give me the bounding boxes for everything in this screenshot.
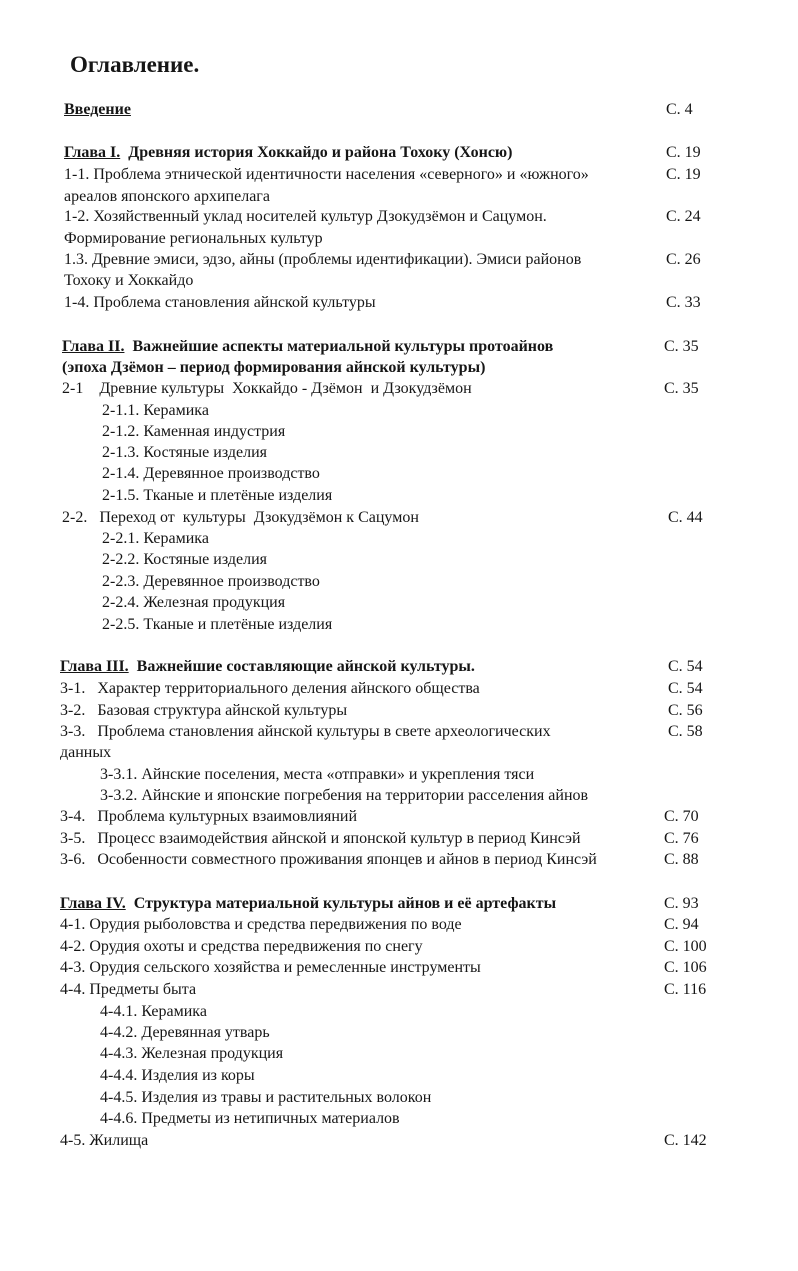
chapter-3-title: Важнейшие составляющие айнской культуры. — [136, 658, 475, 675]
chapter-1-page: С. 19 — [666, 144, 701, 161]
section-4-4-5: 4-4.5. Изделия из травы и растительных волокон — [100, 1089, 432, 1106]
chapter-1-label: Глава I. — [64, 144, 121, 161]
section-2-1-4: 2-1.4. Деревянное производство — [102, 465, 320, 482]
chapter-4-page: С. 93 — [664, 895, 699, 912]
section-2-2-3: 2-2.3. Деревянное производство — [102, 573, 320, 590]
chapter-3-label: Глава III. — [60, 658, 129, 675]
page-title: Оглавление. — [70, 52, 200, 77]
section-3-4: 3-4. Проблема культурных взаимовлияний — [60, 808, 358, 825]
section-3-2: 3-2. Базовая структура айнской культуры — [60, 702, 348, 719]
section-3-1: 3-1. Характер территориального деления айнского общества — [60, 680, 480, 697]
section-4-2: 4-2. Орудия охоты и средства передвижения по снегу — [60, 938, 423, 955]
section-1-1-line-2: ареалов японского архипелага — [64, 188, 270, 205]
section-3-6: 3-6. Особенности совместного проживания японцев и айнов в период Кинсэй — [60, 851, 597, 868]
section-4-3-page: С. 106 — [664, 959, 707, 976]
section-4-4-4: 4-4.4. Изделия из коры — [100, 1067, 255, 1084]
section-1-2-line-2: Формирование региональных культур — [64, 230, 323, 247]
section-2-2-5: 2-2.5. Тканые и плетёные изделия — [102, 616, 333, 633]
section-1-2-line-1: 1-2. Хозяйственный уклад носителей культур Дзокудзёмон и Сацумон. — [64, 208, 547, 225]
section-3-6-page: С. 88 — [664, 851, 699, 868]
section-3-5: 3-5. Процесс взаимодействия айнской и японской культур в период Кинсэй — [60, 830, 581, 847]
toc-intro-page: С. 4 — [666, 101, 693, 118]
chapter-2-heading — [62, 336, 553, 358]
section-4-5-page: С. 142 — [664, 1132, 707, 1149]
section-2-1-3: 2-1.3. Костяные изделия — [102, 444, 267, 461]
chapter-3-page: С. 54 — [668, 658, 703, 675]
section-1-1-page: С. 19 — [666, 166, 701, 183]
section-2-1: 2-1 Древние культуры Хоккайдо - Дзёмон и Дзокудзёмон — [62, 380, 472, 397]
chapter-4-heading — [60, 893, 556, 915]
section-2-1-2: 2-1.2. Каменная индустрия — [102, 423, 286, 440]
section-4-1: 4-1. Орудия рыболовства и средства передвижения по воде — [60, 916, 462, 933]
section-2-1-1: 2-1.1. Керамика — [102, 402, 209, 419]
section-4-4-page: С. 116 — [664, 981, 707, 998]
chapter-2-title-line-2: (эпоха Дзёмон – период формирования айнской культуры) — [62, 359, 486, 376]
section-2-1-5: 2-1.5. Тканые и плетёные изделия — [102, 487, 333, 504]
section-3-3-line-2: данных — [60, 744, 112, 761]
chapter-4-title: Структура материальной культуры айнов и её артефакты — [133, 895, 557, 912]
section-4-2-page: С. 100 — [664, 938, 707, 955]
section-2-1-page: С. 35 — [664, 380, 699, 397]
section-4-4-6: 4-4.6. Предметы из нетипичных материалов — [100, 1110, 400, 1127]
section-3-4-page: С. 70 — [664, 808, 699, 825]
section-1-3-page: С. 26 — [666, 251, 701, 268]
chapter-1-heading — [64, 142, 512, 164]
toc-intro: Введение — [64, 101, 131, 118]
section-2-2-1: 2-2.1. Керамика — [102, 530, 209, 547]
chapter-2-page: С. 35 — [664, 338, 699, 355]
section-2-2: 2-2. Переход от культуры Дзокудзёмон к Сацумон — [62, 509, 419, 526]
section-3-3-1: 3-3.1. Айнские поселения, места «отправки» и укрепления тяси — [100, 766, 535, 783]
chapter-1-title: Древняя история Хоккайдо и района Тохоку (Хонсю) — [128, 144, 513, 161]
section-2-2-4: 2-2.4. Железная продукция — [102, 594, 286, 611]
section-3-3-line-1: 3-3. Проблема становления айнской культуры в свете археологических — [60, 723, 551, 740]
section-4-1-page: С. 94 — [664, 916, 699, 933]
section-1-1-line-1: 1-1. Проблема этнической идентичности населения «северного» и «южного» — [64, 166, 589, 183]
section-4-4-3: 4-4.3. Железная продукция — [100, 1045, 284, 1062]
section-1-4-page: С. 33 — [666, 294, 701, 311]
section-4-5: 4-5. Жилища — [60, 1132, 149, 1149]
section-1-4: 1-4. Проблема становления айнской культуры — [64, 294, 376, 311]
section-4-3: 4-3. Орудия сельского хозяйства и ремесленные инструменты — [60, 959, 481, 976]
chapter-2-title-line-1: Важнейшие аспекты материальной культуры протоайнов — [132, 338, 554, 355]
section-1-3-line-2: Тохоку и Хоккайдо — [64, 272, 194, 289]
section-4-4-1: 4-4.1. Керамика — [100, 1003, 207, 1020]
section-3-3-page: С. 58 — [668, 723, 703, 740]
section-1-3-line-1: 1.3. Древние эмиси, эдзо, айны (проблемы идентификации). Эмиси районов — [64, 251, 582, 268]
section-4-4-2: 4-4.2. Деревянная утварь — [100, 1024, 270, 1041]
section-3-3-2: 3-3.2. Айнские и японские погребения на территории расселения айнов — [100, 787, 589, 804]
section-3-2-page: С. 56 — [668, 702, 703, 719]
chapter-3-heading — [60, 656, 475, 678]
chapter-4-label: Глава IV. — [60, 895, 126, 912]
section-3-1-page: С. 54 — [668, 680, 703, 697]
section-2-2-2: 2-2.2. Костяные изделия — [102, 551, 267, 568]
section-2-2-page: С. 44 — [668, 509, 703, 526]
section-1-2-page: С. 24 — [666, 208, 701, 225]
chapter-2-label: Глава II. — [62, 338, 125, 355]
section-3-5-page: С. 76 — [664, 830, 699, 847]
section-4-4: 4-4. Предметы быта — [60, 981, 197, 998]
